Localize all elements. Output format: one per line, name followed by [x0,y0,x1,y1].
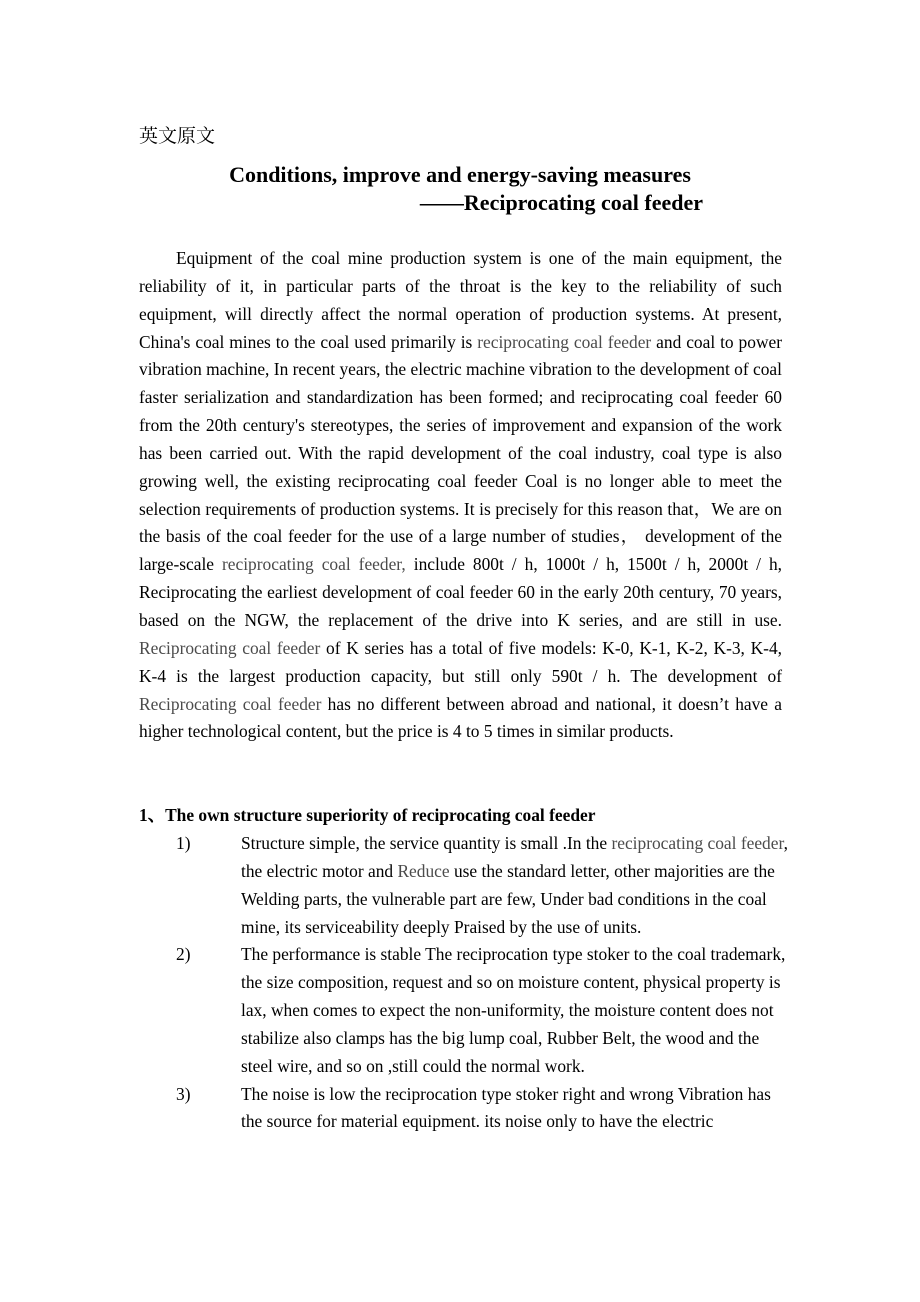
section-heading-term: reciprocating coal feeder [411,805,596,825]
list-item-text-segment: use the standard letter, other majorities are the Welding parts, the vulnerable part are few, Under bad conditions in the coal mine, its serviceability deeply Praised by the use of units. [241,860,775,937]
list-item [139,830,789,941]
list-item-text: The performance is stable The reciprocation type stoker to the coal trademark, the size composition, request and so on moisture content, physical property is lax, when comes to expect the non-uniformity, the moisture content does not stabilize also clamps has the big lump coal, Rubber Belt, the wood and the steel wire, and so on ,still could the normal work. [241,944,786,1076]
intro-text-5: has no different between abroad and national, it doesn’t have a higher technological content, but the price is 4 to 5 times in similar products. [139,693,782,742]
intro-text-3: include 800t / h, 1000t / h, 1500t / h, 2000t / h, Reciprocating the earliest development of coal feeder 60 in the early 20th century, 70 years, based on the NGW, the replacement of the drive into K series, and are still in use. [139,554,783,630]
list-item-number: 3) [176,1083,191,1104]
term-reciprocating-coal-feeder: Reciprocating coal feeder [139,637,321,658]
list-item-text-segment: Structure simple, the service quantity is small .In the [241,833,612,853]
list-item-text-segment: , the electric motor and [241,833,788,881]
term-reduce: Reduce [397,860,450,881]
intro-text-1: Equipment of the coal mine production system is one of the main equipment, the reliability of it, in particular parts of the throat is the key to the reliability of such equipment, will directly affect the normal operation of production systems. At present, China's coal mines to the coal used primarily is [139,248,782,352]
intro-paragraph [139,245,782,746]
term-reciprocating-coal-feeder: Reciprocating coal feeder [139,693,322,714]
title-line-1: Conditions, improve and energy-saving measures [229,162,691,187]
section-heading-prefix: 1、The own structure superiority of [139,805,412,825]
title-line-2: ——Reciprocating coal feeder [419,190,703,215]
list-item-number: 2) [176,944,191,965]
list-item-text [241,830,789,941]
term-reciprocating-coal-feeder: reciprocating coal feeder [477,331,652,352]
section-heading [139,802,595,830]
intro-text-4: of K series has a total of five models: K-0, K-1, K-2, K-3, K-4, K-4 is the largest production capacity, but still only 590t / h. The development of [139,637,782,686]
original-text-label: 英文原文 [139,125,216,147]
term-reciprocating-coal-feeder: reciprocating coal feeder, [221,554,406,575]
list-item [139,1081,789,1137]
superiority-list [139,830,789,1136]
list-item-number: 1) [176,833,191,853]
intro-text-2: and coal to power vibration machine, In recent years, the electric machine vibration to the development of coal faster serialization and standardization has been formed; and reciprocating coal feeder 60 from the 20th century's stereotypes, the series of improvement and expansion of the work has been carried out. With the rapid development of the coal industry, coal type is also growing well, the existing reciprocating coal feeder Coal is no longer able to meet the selection requirements of production systems. It is precisely for this reason that，We are on the basis of the coal feeder for the use of a large number of studies， development of the large-scale [139,331,783,575]
list-item [139,941,789,1080]
term-reciprocating-coal-feeder: reciprocating coal feeder [611,833,784,853]
list-item-text: The noise is low the reciprocation type stoker right and wrong Vibration has the source for material equipment. its noise only to have the electric [241,1083,771,1132]
